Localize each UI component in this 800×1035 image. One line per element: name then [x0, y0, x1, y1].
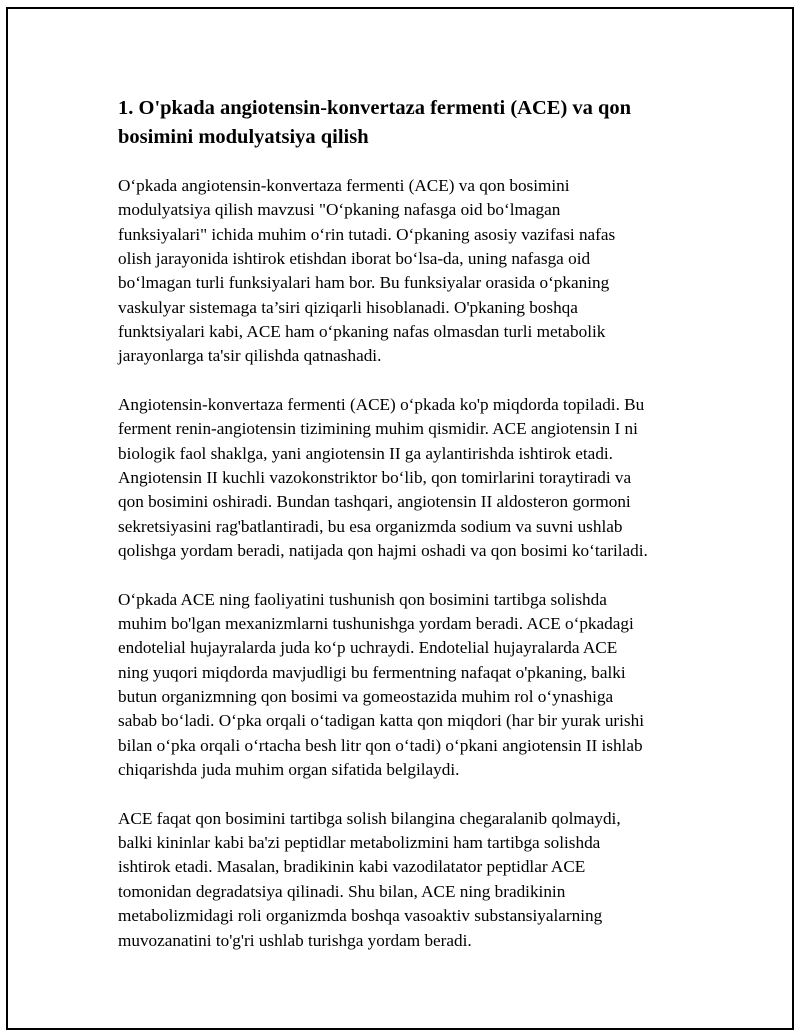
text-line: jarayonlarga ta'sir qilishda qatnashadi. — [118, 346, 382, 366]
text-line: muvozanatini to'g'ri ushlab turishga yordam beradi. — [118, 930, 472, 950]
text-line: tomonidan degradatsiya qilinadi. Shu bilan, ACE ning bradikinin — [118, 881, 566, 901]
text-line: butun organizmning qon bosimi va gomeostazida muhim rol o‘ynashiga — [118, 687, 614, 707]
text-line: ning yuqori miqdorda mavjudligi bu fermentning nafaqat o'pkaning, balki — [118, 662, 626, 682]
text-line: qon bosimini oshiradi. Bundan tashqari, angiotensin II aldosteron gormoni — [118, 492, 631, 512]
text-line: O‘pkada angiotensin-konvertaza fermenti (ACE) va qon bosimini — [118, 176, 570, 195]
text-line: bo‘lmagan turli funksiyalari ham bor. Bu funksiyalar orasida o‘pkaning — [118, 273, 610, 293]
text-line: qolishga yordam beradi, natijada qon hajmi oshadi va qon bosimi ko‘tariladi. — [118, 541, 648, 561]
text-line: ferment renin-angiotensin tizimining muhim qismidir. ACE angiotensin I ni — [118, 419, 638, 439]
text-line: olish jarayonida ishtirok etishdan iborat bo‘lsa-da, uning nafasga oid — [118, 249, 591, 269]
text-line: Angiotensin II kuchli vazokonstriktor bo‘lib, qon tomirlarini toraytiradi va — [118, 468, 632, 488]
section-heading — [118, 94, 688, 152]
text-line: chiqarishda juda muhim organ sifatida belgilaydi. — [118, 760, 460, 780]
heading-line: bosimini modulyatsiya qilish — [118, 126, 369, 148]
text-line: ishtirok etadi. Masalan, bradikinin kabi vazodilatator peptidlar ACE — [118, 857, 586, 877]
text-line: metabolizmidagi roli organizmda boshqa vasoaktiv substansiyalarning — [118, 906, 603, 926]
text-line: sabab bo‘ladi. O‘pka orqali o‘tadigan katta qon miqdori (har bir yurak urishi — [118, 711, 644, 731]
text-line: vaskulyar sistemaga ta’siri qiziqarli hisoblanadi. O'pkaning boshqa — [118, 297, 578, 317]
text-line: funksiyalari" ichida muhim o‘rin tutadi. O‘pkaning asosiy vazifasi nafas — [118, 224, 616, 244]
text-line: Angiotensin-konvertaza fermenti (ACE) o‘pkada ko'p miqdorda topiladi. Bu — [118, 395, 645, 415]
text-line: biologik faol shaklga, yani angiotensin II ga aylantirishda ishtirok etadi. — [118, 443, 613, 463]
paragraph-3 — [118, 588, 688, 783]
text-line: balki kininlar kabi ba'zi peptidlar metabolizmini ham tartibga solishda — [118, 833, 601, 853]
text-line: sekretsiyasini rag'batlantiradi, bu esa organizmda sodium va suvni ushlab — [118, 516, 623, 536]
text-line: endotelial hujayralarda juda ko‘p uchraydi. Endotelial hujayralarda ACE — [118, 638, 618, 658]
paragraph-1 — [118, 174, 688, 369]
text-line: bilan o‘pka orqali o‘rtacha besh litr qon o‘tadi) o‘pkani angiotensin II ishlab — [118, 735, 643, 755]
text-line: O‘pkada ACE ning faoliyatini tushunish qon bosimini tartibga solishda — [118, 589, 607, 609]
text-line: ACE faqat qon bosimini tartibga solish bilangina chegaralanib qolmaydi, — [118, 808, 621, 828]
text-line: muhim bo'lgan mexanizmlarni tushunishga yordam beradi. ACE o‘pkadagi — [118, 614, 634, 634]
text-line: funktsiyalari kabi, ACE ham o‘pkaning nafas olmasdan turli metabolik — [118, 322, 606, 342]
heading-line: 1. O'pkada angiotensin-konvertaza fermenti (ACE) va qon — [118, 97, 632, 119]
text-line: modulyatsiya qilish mavzusi "O‘pkaning nafasga oid bo‘lmagan — [118, 200, 561, 220]
paragraph-2 — [118, 393, 688, 563]
paragraph-4 — [118, 807, 688, 953]
document-body — [118, 94, 688, 977]
